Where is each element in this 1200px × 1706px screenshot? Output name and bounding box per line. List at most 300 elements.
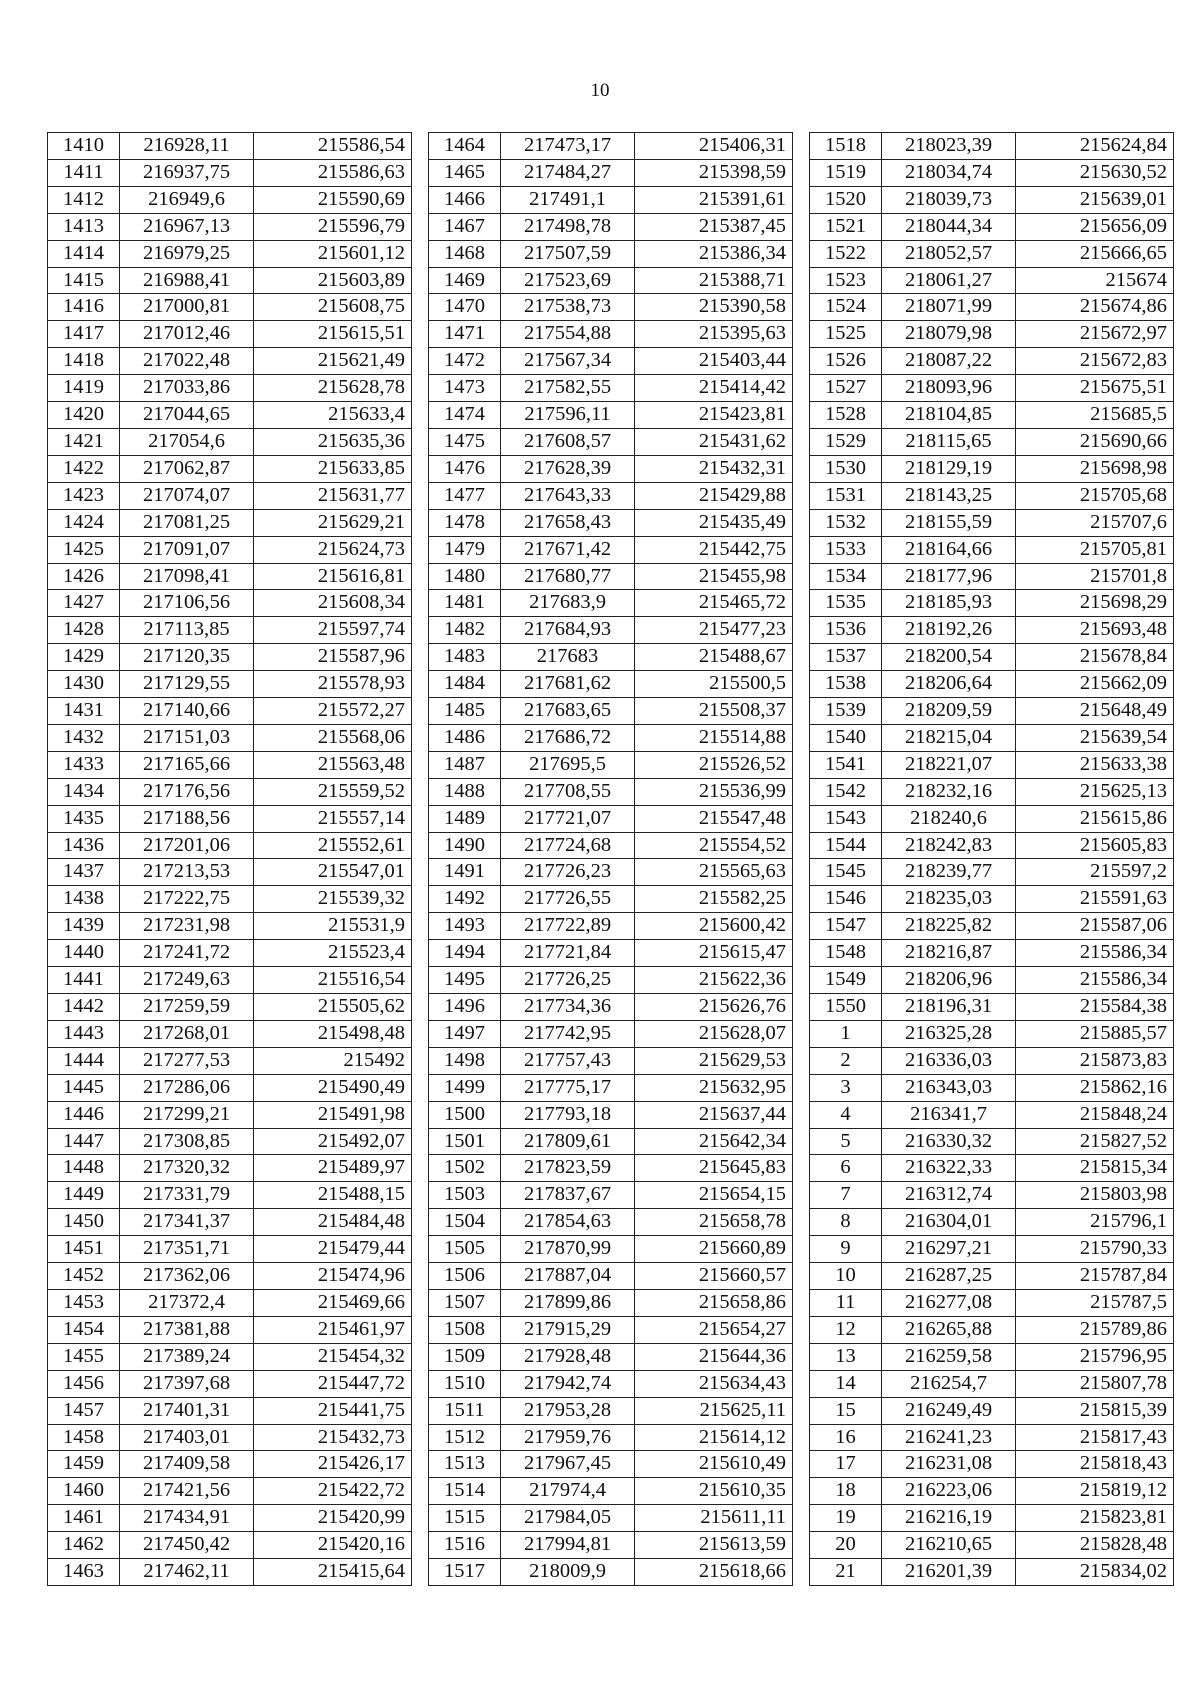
point-number-cell: 1410 [48, 133, 120, 160]
table-row [429, 698, 793, 725]
y-coordinate-cell: 215477,23 [635, 617, 793, 644]
x-coordinate-cell: 216241,23 [882, 1424, 1016, 1451]
x-coordinate-cell: 216312,74 [882, 1182, 1016, 1209]
x-coordinate-cell: 217113,85 [120, 617, 254, 644]
point-number-cell: 1488 [429, 778, 501, 805]
point-number-cell: 1533 [810, 536, 882, 563]
x-coordinate-cell: 217683,9 [501, 590, 635, 617]
point-number-cell: 1510 [429, 1370, 501, 1397]
point-number-cell: 1458 [48, 1424, 120, 1451]
y-coordinate-cell: 215639,01 [1016, 186, 1174, 213]
table-row [48, 428, 412, 455]
point-number-cell: 1496 [429, 994, 501, 1021]
y-coordinate-cell: 215423,81 [635, 402, 793, 429]
x-coordinate-cell: 217608,57 [501, 428, 635, 455]
point-number-cell: 1433 [48, 751, 120, 778]
table-row [810, 590, 1174, 617]
point-number-cell: 1423 [48, 482, 120, 509]
table-row [48, 994, 412, 1021]
x-coordinate-cell: 217507,59 [501, 240, 635, 267]
x-coordinate-cell: 217726,55 [501, 886, 635, 913]
y-coordinate-cell: 215388,71 [635, 267, 793, 294]
y-coordinate-cell: 215625,11 [635, 1397, 793, 1424]
x-coordinate-cell: 217188,56 [120, 805, 254, 832]
y-coordinate-cell: 215429,88 [635, 482, 793, 509]
table-row [429, 1316, 793, 1343]
x-coordinate-cell: 217523,69 [501, 267, 635, 294]
point-number-cell: 1439 [48, 913, 120, 940]
table-row [429, 428, 793, 455]
y-coordinate-cell: 215601,12 [254, 240, 412, 267]
x-coordinate-cell: 217491,1 [501, 186, 635, 213]
table-row [429, 724, 793, 751]
y-coordinate-cell: 215656,09 [1016, 213, 1174, 240]
point-number-cell: 8 [810, 1209, 882, 1236]
point-number-cell: 1494 [429, 940, 501, 967]
point-number-cell: 1542 [810, 778, 882, 805]
y-coordinate-cell: 215547,48 [635, 805, 793, 832]
x-coordinate-cell: 217201,06 [120, 832, 254, 859]
x-coordinate-cell: 218129,19 [882, 455, 1016, 482]
y-coordinate-cell: 215386,34 [635, 240, 793, 267]
table-row [810, 186, 1174, 213]
point-number-cell: 1466 [429, 186, 501, 213]
table-row [810, 778, 1174, 805]
y-coordinate-cell: 215633,4 [254, 402, 412, 429]
x-coordinate-cell: 216928,11 [120, 133, 254, 160]
x-coordinate-cell: 217538,73 [501, 294, 635, 321]
table-row [48, 1182, 412, 1209]
table-row [810, 267, 1174, 294]
table-row [810, 455, 1174, 482]
y-coordinate-cell: 215610,49 [635, 1451, 793, 1478]
x-coordinate-cell: 217695,5 [501, 751, 635, 778]
x-coordinate-cell: 217299,21 [120, 1101, 254, 1128]
table-row [810, 698, 1174, 725]
y-coordinate-cell: 215420,16 [254, 1532, 412, 1559]
table-row [429, 1397, 793, 1424]
y-coordinate-cell: 215479,44 [254, 1236, 412, 1263]
x-coordinate-cell: 218235,03 [882, 886, 1016, 913]
point-number-cell: 1516 [429, 1532, 501, 1559]
point-number-cell: 1490 [429, 832, 501, 859]
table-row [48, 159, 412, 186]
y-coordinate-cell: 215536,99 [635, 778, 793, 805]
y-coordinate-cell: 215690,66 [1016, 428, 1174, 455]
point-number-cell: 1427 [48, 590, 120, 617]
table-row [429, 994, 793, 1021]
table-row [429, 321, 793, 348]
table-row [429, 402, 793, 429]
x-coordinate-cell: 218206,96 [882, 967, 1016, 994]
y-coordinate-cell: 215492 [254, 1047, 412, 1074]
x-coordinate-cell: 217165,66 [120, 751, 254, 778]
table-row [810, 348, 1174, 375]
x-coordinate-cell: 217823,59 [501, 1155, 635, 1182]
y-coordinate-cell: 215547,01 [254, 859, 412, 886]
point-number-cell: 16 [810, 1424, 882, 1451]
table-row [48, 1101, 412, 1128]
x-coordinate-cell: 218143,25 [882, 482, 1016, 509]
table-row [429, 778, 793, 805]
y-coordinate-cell: 215701,8 [1016, 563, 1174, 590]
y-coordinate-cell: 215582,25 [635, 886, 793, 913]
point-number-cell: 1471 [429, 321, 501, 348]
point-number-cell: 1487 [429, 751, 501, 778]
y-coordinate-cell: 215674 [1016, 267, 1174, 294]
point-number-cell: 1479 [429, 536, 501, 563]
y-coordinate-cell: 215391,61 [635, 186, 793, 213]
x-coordinate-cell: 217286,06 [120, 1074, 254, 1101]
x-coordinate-cell: 217320,32 [120, 1155, 254, 1182]
y-coordinate-cell: 215705,68 [1016, 482, 1174, 509]
table-row [48, 1532, 412, 1559]
x-coordinate-cell: 217074,07 [120, 482, 254, 509]
point-number-cell: 1414 [48, 240, 120, 267]
table-row [48, 1236, 412, 1263]
x-coordinate-cell: 217686,72 [501, 724, 635, 751]
table-row [48, 267, 412, 294]
x-coordinate-cell: 217012,46 [120, 321, 254, 348]
point-number-cell: 1420 [48, 402, 120, 429]
table-row [48, 1047, 412, 1074]
point-number-cell: 6 [810, 1155, 882, 1182]
table-row [48, 967, 412, 994]
point-number-cell: 1483 [429, 644, 501, 671]
table-row [429, 886, 793, 913]
x-coordinate-cell: 217381,88 [120, 1316, 254, 1343]
y-coordinate-cell: 215565,63 [635, 859, 793, 886]
x-coordinate-cell: 218087,22 [882, 348, 1016, 375]
point-number-cell: 1545 [810, 859, 882, 886]
table-row [48, 1155, 412, 1182]
x-coordinate-cell: 218071,99 [882, 294, 1016, 321]
point-number-cell: 1447 [48, 1128, 120, 1155]
point-number-cell: 1452 [48, 1263, 120, 1290]
point-number-cell: 1519 [810, 159, 882, 186]
x-coordinate-cell: 217809,61 [501, 1128, 635, 1155]
table-row [810, 1263, 1174, 1290]
x-coordinate-cell: 216287,25 [882, 1263, 1016, 1290]
y-coordinate-cell: 215441,75 [254, 1397, 412, 1424]
x-coordinate-cell: 216322,33 [882, 1155, 1016, 1182]
table-row [429, 859, 793, 886]
point-number-cell: 14 [810, 1370, 882, 1397]
page-number: 10 [590, 80, 610, 101]
point-number-cell: 1429 [48, 644, 120, 671]
table-row [48, 1451, 412, 1478]
point-number-cell: 1548 [810, 940, 882, 967]
y-coordinate-cell: 215637,44 [635, 1101, 793, 1128]
y-coordinate-cell: 215660,89 [635, 1236, 793, 1263]
y-coordinate-cell: 215622,36 [635, 967, 793, 994]
y-coordinate-cell: 215615,51 [254, 321, 412, 348]
point-number-cell: 1518 [810, 133, 882, 160]
y-coordinate-cell: 215644,36 [635, 1343, 793, 1370]
x-coordinate-cell: 217434,91 [120, 1505, 254, 1532]
table-row [48, 617, 412, 644]
table-row [810, 913, 1174, 940]
x-coordinate-cell: 217554,88 [501, 321, 635, 348]
point-number-cell: 1465 [429, 159, 501, 186]
x-coordinate-cell: 217062,87 [120, 455, 254, 482]
x-coordinate-cell: 216304,01 [882, 1209, 1016, 1236]
point-number-cell: 1 [810, 1020, 882, 1047]
x-coordinate-cell: 217953,28 [501, 1397, 635, 1424]
table-row [810, 482, 1174, 509]
x-coordinate-cell: 217341,37 [120, 1209, 254, 1236]
table-row [810, 1074, 1174, 1101]
y-coordinate-cell: 215672,83 [1016, 348, 1174, 375]
point-number-cell: 1514 [429, 1478, 501, 1505]
x-coordinate-cell: 217268,01 [120, 1020, 254, 1047]
point-number-cell: 1530 [810, 455, 882, 482]
y-coordinate-cell: 215628,78 [254, 375, 412, 402]
x-coordinate-cell: 217222,75 [120, 886, 254, 913]
x-coordinate-cell: 217401,31 [120, 1397, 254, 1424]
table-row [810, 994, 1174, 1021]
point-number-cell: 1451 [48, 1236, 120, 1263]
coordinate-table-1 [47, 132, 412, 1586]
y-coordinate-cell: 215633,85 [254, 455, 412, 482]
x-coordinate-cell: 217742,95 [501, 1020, 635, 1047]
point-number-cell: 21 [810, 1559, 882, 1586]
point-number-cell: 1421 [48, 428, 120, 455]
table-row [429, 509, 793, 536]
table-row [810, 509, 1174, 536]
point-number-cell: 1546 [810, 886, 882, 913]
y-coordinate-cell: 215406,31 [635, 133, 793, 160]
x-coordinate-cell: 217721,07 [501, 805, 635, 832]
table-row [48, 348, 412, 375]
point-number-cell: 1504 [429, 1209, 501, 1236]
x-coordinate-cell: 218155,59 [882, 509, 1016, 536]
y-coordinate-cell: 215693,48 [1016, 617, 1174, 644]
point-number-cell: 1443 [48, 1020, 120, 1047]
x-coordinate-cell: 218034,74 [882, 159, 1016, 186]
y-coordinate-cell: 215789,86 [1016, 1316, 1174, 1343]
x-coordinate-cell: 218177,96 [882, 563, 1016, 590]
point-number-cell: 1547 [810, 913, 882, 940]
point-number-cell: 1491 [429, 859, 501, 886]
y-coordinate-cell: 215584,38 [1016, 994, 1174, 1021]
y-coordinate-cell: 215447,72 [254, 1370, 412, 1397]
table-row [810, 213, 1174, 240]
y-coordinate-cell: 215815,39 [1016, 1397, 1174, 1424]
y-coordinate-cell: 215790,33 [1016, 1236, 1174, 1263]
y-coordinate-cell: 215634,43 [635, 1370, 793, 1397]
x-coordinate-cell: 218206,64 [882, 671, 1016, 698]
point-number-cell: 1470 [429, 294, 501, 321]
y-coordinate-cell: 215605,83 [1016, 832, 1174, 859]
y-coordinate-cell: 215415,64 [254, 1559, 412, 1586]
point-number-cell: 1449 [48, 1182, 120, 1209]
y-coordinate-cell: 215422,72 [254, 1478, 412, 1505]
point-number-cell: 1432 [48, 724, 120, 751]
table-row [429, 832, 793, 859]
x-coordinate-cell: 217793,18 [501, 1101, 635, 1128]
y-coordinate-cell: 215455,98 [635, 563, 793, 590]
x-coordinate-cell: 218044,34 [882, 213, 1016, 240]
table-row [48, 1020, 412, 1047]
point-number-cell: 1521 [810, 213, 882, 240]
point-number-cell: 1493 [429, 913, 501, 940]
y-coordinate-cell: 215614,12 [635, 1424, 793, 1451]
x-coordinate-cell: 218225,82 [882, 913, 1016, 940]
y-coordinate-cell: 215586,34 [1016, 967, 1174, 994]
point-number-cell: 1538 [810, 671, 882, 698]
point-number-cell: 2 [810, 1047, 882, 1074]
x-coordinate-cell: 217967,45 [501, 1451, 635, 1478]
x-coordinate-cell: 218232,16 [882, 778, 1016, 805]
x-coordinate-cell: 217870,99 [501, 1236, 635, 1263]
table-row [810, 536, 1174, 563]
x-coordinate-cell: 217308,85 [120, 1128, 254, 1155]
table-row [48, 940, 412, 967]
y-coordinate-cell: 215597,2 [1016, 859, 1174, 886]
x-coordinate-cell: 217683,65 [501, 698, 635, 725]
x-coordinate-cell: 216277,08 [882, 1289, 1016, 1316]
point-number-cell: 1475 [429, 428, 501, 455]
x-coordinate-cell: 217351,71 [120, 1236, 254, 1263]
point-number-cell: 13 [810, 1343, 882, 1370]
point-number-cell: 1536 [810, 617, 882, 644]
table-row [429, 1451, 793, 1478]
y-coordinate-cell: 215698,98 [1016, 455, 1174, 482]
x-coordinate-cell: 217372,4 [120, 1289, 254, 1316]
y-coordinate-cell: 215395,63 [635, 321, 793, 348]
x-coordinate-cell: 217241,72 [120, 940, 254, 967]
x-coordinate-cell: 217213,53 [120, 859, 254, 886]
table-row [429, 267, 793, 294]
point-number-cell: 1444 [48, 1047, 120, 1074]
point-number-cell: 1436 [48, 832, 120, 859]
point-number-cell: 1425 [48, 536, 120, 563]
y-coordinate-cell: 215442,75 [635, 536, 793, 563]
x-coordinate-cell: 218104,85 [882, 402, 1016, 429]
table-row [429, 455, 793, 482]
point-number-cell: 1508 [429, 1316, 501, 1343]
table-row [429, 1074, 793, 1101]
point-number-cell: 1477 [429, 482, 501, 509]
x-coordinate-cell: 216231,08 [882, 1451, 1016, 1478]
table-row [810, 563, 1174, 590]
x-coordinate-cell: 216259,58 [882, 1343, 1016, 1370]
point-number-cell: 1467 [429, 213, 501, 240]
y-coordinate-cell: 215586,34 [1016, 940, 1174, 967]
point-number-cell: 10 [810, 1263, 882, 1290]
y-coordinate-cell: 215600,42 [635, 913, 793, 940]
x-coordinate-cell: 218039,73 [882, 186, 1016, 213]
table-row [48, 859, 412, 886]
x-coordinate-cell: 217658,43 [501, 509, 635, 536]
table-row [810, 159, 1174, 186]
point-number-cell: 1495 [429, 967, 501, 994]
x-coordinate-cell: 216330,32 [882, 1128, 1016, 1155]
y-coordinate-cell: 215488,15 [254, 1182, 412, 1209]
point-number-cell: 1469 [429, 267, 501, 294]
point-number-cell: 1544 [810, 832, 882, 859]
x-coordinate-cell: 217098,41 [120, 563, 254, 590]
y-coordinate-cell: 215678,84 [1016, 644, 1174, 671]
y-coordinate-cell: 215626,76 [635, 994, 793, 1021]
y-coordinate-cell: 215787,5 [1016, 1289, 1174, 1316]
table-row [48, 913, 412, 940]
x-coordinate-cell: 217397,68 [120, 1370, 254, 1397]
point-number-cell: 1445 [48, 1074, 120, 1101]
point-number-cell: 1537 [810, 644, 882, 671]
point-number-cell: 1456 [48, 1370, 120, 1397]
x-coordinate-cell: 218164,66 [882, 536, 1016, 563]
y-coordinate-cell: 215387,45 [635, 213, 793, 240]
x-coordinate-cell: 217000,81 [120, 294, 254, 321]
point-number-cell: 1484 [429, 671, 501, 698]
table-row [810, 294, 1174, 321]
point-number-cell: 1476 [429, 455, 501, 482]
x-coordinate-cell: 217054,6 [120, 428, 254, 455]
table-row [810, 1289, 1174, 1316]
table-row [429, 1532, 793, 1559]
y-coordinate-cell: 215885,57 [1016, 1020, 1174, 1047]
table-row [429, 133, 793, 160]
y-coordinate-cell: 215390,58 [635, 294, 793, 321]
y-coordinate-cell: 215563,48 [254, 751, 412, 778]
y-coordinate-cell: 215461,97 [254, 1316, 412, 1343]
y-coordinate-cell: 215432,73 [254, 1424, 412, 1451]
y-coordinate-cell: 215675,51 [1016, 375, 1174, 402]
point-number-cell: 9 [810, 1236, 882, 1263]
x-coordinate-cell: 216979,25 [120, 240, 254, 267]
table-row [810, 724, 1174, 751]
x-coordinate-cell: 217775,17 [501, 1074, 635, 1101]
table-row [810, 644, 1174, 671]
y-coordinate-cell: 215827,52 [1016, 1128, 1174, 1155]
y-coordinate-cell: 215618,66 [635, 1559, 793, 1586]
y-coordinate-cell: 215662,09 [1016, 671, 1174, 698]
table-row [810, 1020, 1174, 1047]
table-row [48, 778, 412, 805]
x-coordinate-cell: 217120,35 [120, 644, 254, 671]
table-row [810, 1155, 1174, 1182]
x-coordinate-cell: 216937,75 [120, 159, 254, 186]
point-number-cell: 1426 [48, 563, 120, 590]
y-coordinate-cell: 215557,14 [254, 805, 412, 832]
table-row [429, 240, 793, 267]
point-number-cell: 1448 [48, 1155, 120, 1182]
x-coordinate-cell: 217582,55 [501, 375, 635, 402]
y-coordinate-cell: 215586,63 [254, 159, 412, 186]
x-coordinate-cell: 217837,67 [501, 1182, 635, 1209]
y-coordinate-cell: 215500,5 [635, 671, 793, 698]
point-number-cell: 1532 [810, 509, 882, 536]
table-row [48, 1209, 412, 1236]
table-row [810, 967, 1174, 994]
x-coordinate-cell: 218196,31 [882, 994, 1016, 1021]
point-number-cell: 5 [810, 1128, 882, 1155]
y-coordinate-cell: 215603,89 [254, 267, 412, 294]
x-coordinate-cell: 217091,07 [120, 536, 254, 563]
point-number-cell: 1424 [48, 509, 120, 536]
table-row [48, 590, 412, 617]
x-coordinate-cell: 218242,83 [882, 832, 1016, 859]
y-coordinate-cell: 215658,78 [635, 1209, 793, 1236]
point-number-cell: 1509 [429, 1343, 501, 1370]
point-number-cell: 1528 [810, 402, 882, 429]
table-row [429, 294, 793, 321]
y-coordinate-cell: 215819,12 [1016, 1478, 1174, 1505]
table-row [48, 294, 412, 321]
x-coordinate-cell: 217044,65 [120, 402, 254, 429]
